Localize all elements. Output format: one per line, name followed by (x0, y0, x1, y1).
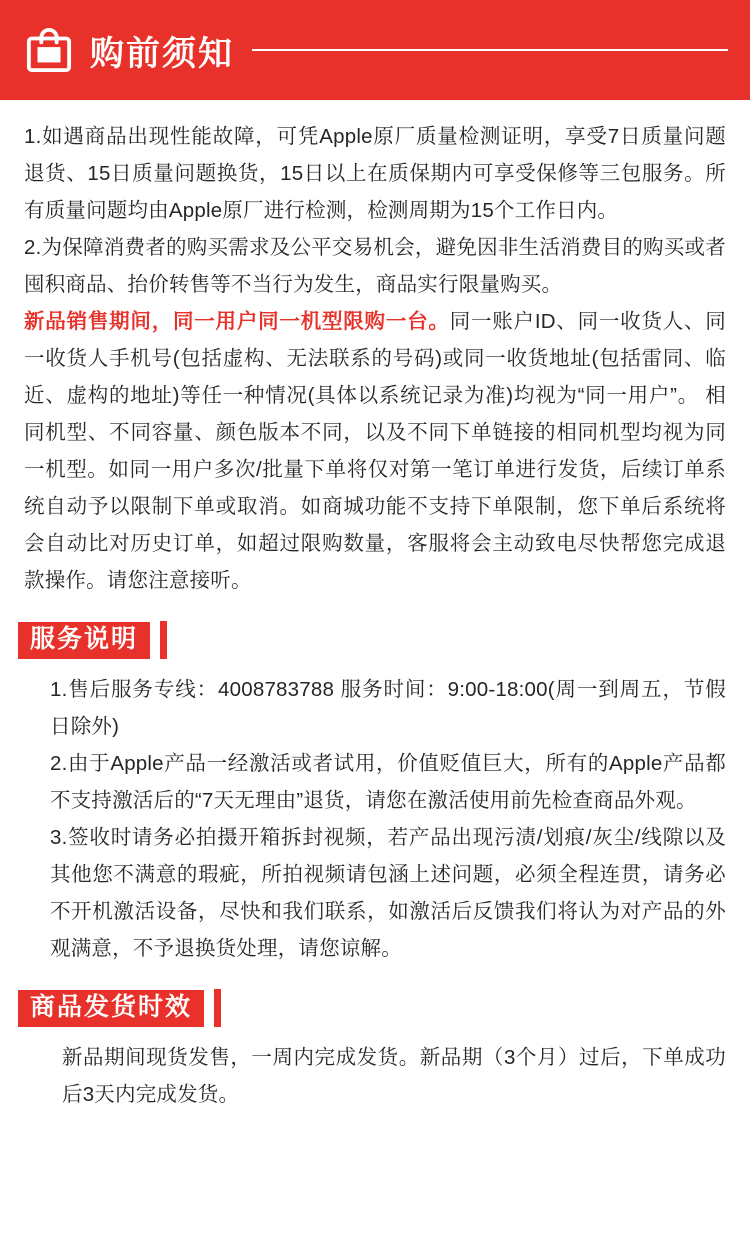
notice-item-3 (24, 303, 726, 599)
limit-detail-text: 同一账户ID、同一收货人、同一收货人手机号(包括虚构、无法联系的号码)或同一收货地址(包括雷同、临近、虚构的地址)等任一种情况(具体以系统记录为准)均视为“同一用户”。 相同机型、不同容量、颜色版本不同，以及不同下单链接的相同机型均视为同一机型。如同一用户多次/批量下单将仅对第一笔订单进行发货，后续订单系统自动予以限制下单或取消。如商城功能不支持下单限制，您下单后系统将会自动比对历史订单，如超过限购数量，客服将会主动致电尽快帮您完成退款操作。请您注意接听。 (24, 310, 726, 592)
service-item-1: 1.售后服务专线：4008783788 服务时间：9:00-18:00(周一到周五，节假日除外) (50, 678, 726, 738)
notice-item-1: 1.如遇商品出现性能故障，可凭Apple原厂质量检测证明，享受7日质量问题退货、15日质量问题换货，15日以上在质保期内可享受保修等三包服务。所有质量问题均由Apple原厂进行检测，检测周期为15个工作日内。 (24, 125, 726, 222)
shopping-bag-icon (26, 27, 72, 73)
service-item-2: 2.由于Apple产品一经激活或者试用，价值贬值巨大，所有的Apple产品都不支持激活后的“7天无理由”退货，请您在激活使用前先检查商品外观。 (50, 752, 726, 812)
shipping-item-1: 新品期间现货发售，一周内完成发货。新品期（3个月）过后，下单成功后3天内完成发货。 (62, 1046, 726, 1106)
notice-section (0, 100, 750, 599)
shipping-heading-label: 商品发货时效 (18, 990, 204, 1027)
header-divider (252, 49, 728, 51)
heading-accent-bar (214, 989, 221, 1027)
service-section-heading (0, 621, 750, 659)
page-header-banner (0, 0, 750, 100)
service-item-3: 3.签收时请务必拍摄开箱拆封视频，若产品出现污渍/划痕/灰尘/线隙以及其他您不满意的瑕疵，所拍视频请包涵上述问题，必须全程连贯，请务必不开机激活设备，尽快和我们联系，如激活后反馈我们将认为对产品的外观满意，不予退换货处理，请您谅解。 (50, 826, 726, 960)
service-section-body (0, 665, 750, 967)
heading-accent-bar (160, 621, 167, 659)
notice-item-2: 2.为保障消费者的购买需求及公平交易机会，避免因非生活消费目的购买或者囤积商品、抬价转售等不当行为发生，商品实行限量购买。 (24, 236, 726, 296)
shipping-section-body (0, 1033, 750, 1113)
limit-highlight-text: 新品销售期间，同一用户同一机型限购一台。 (24, 310, 450, 333)
shipping-section-heading (0, 989, 750, 1027)
page-title: 购前须知 (90, 34, 234, 73)
service-heading-label: 服务说明 (18, 622, 150, 659)
